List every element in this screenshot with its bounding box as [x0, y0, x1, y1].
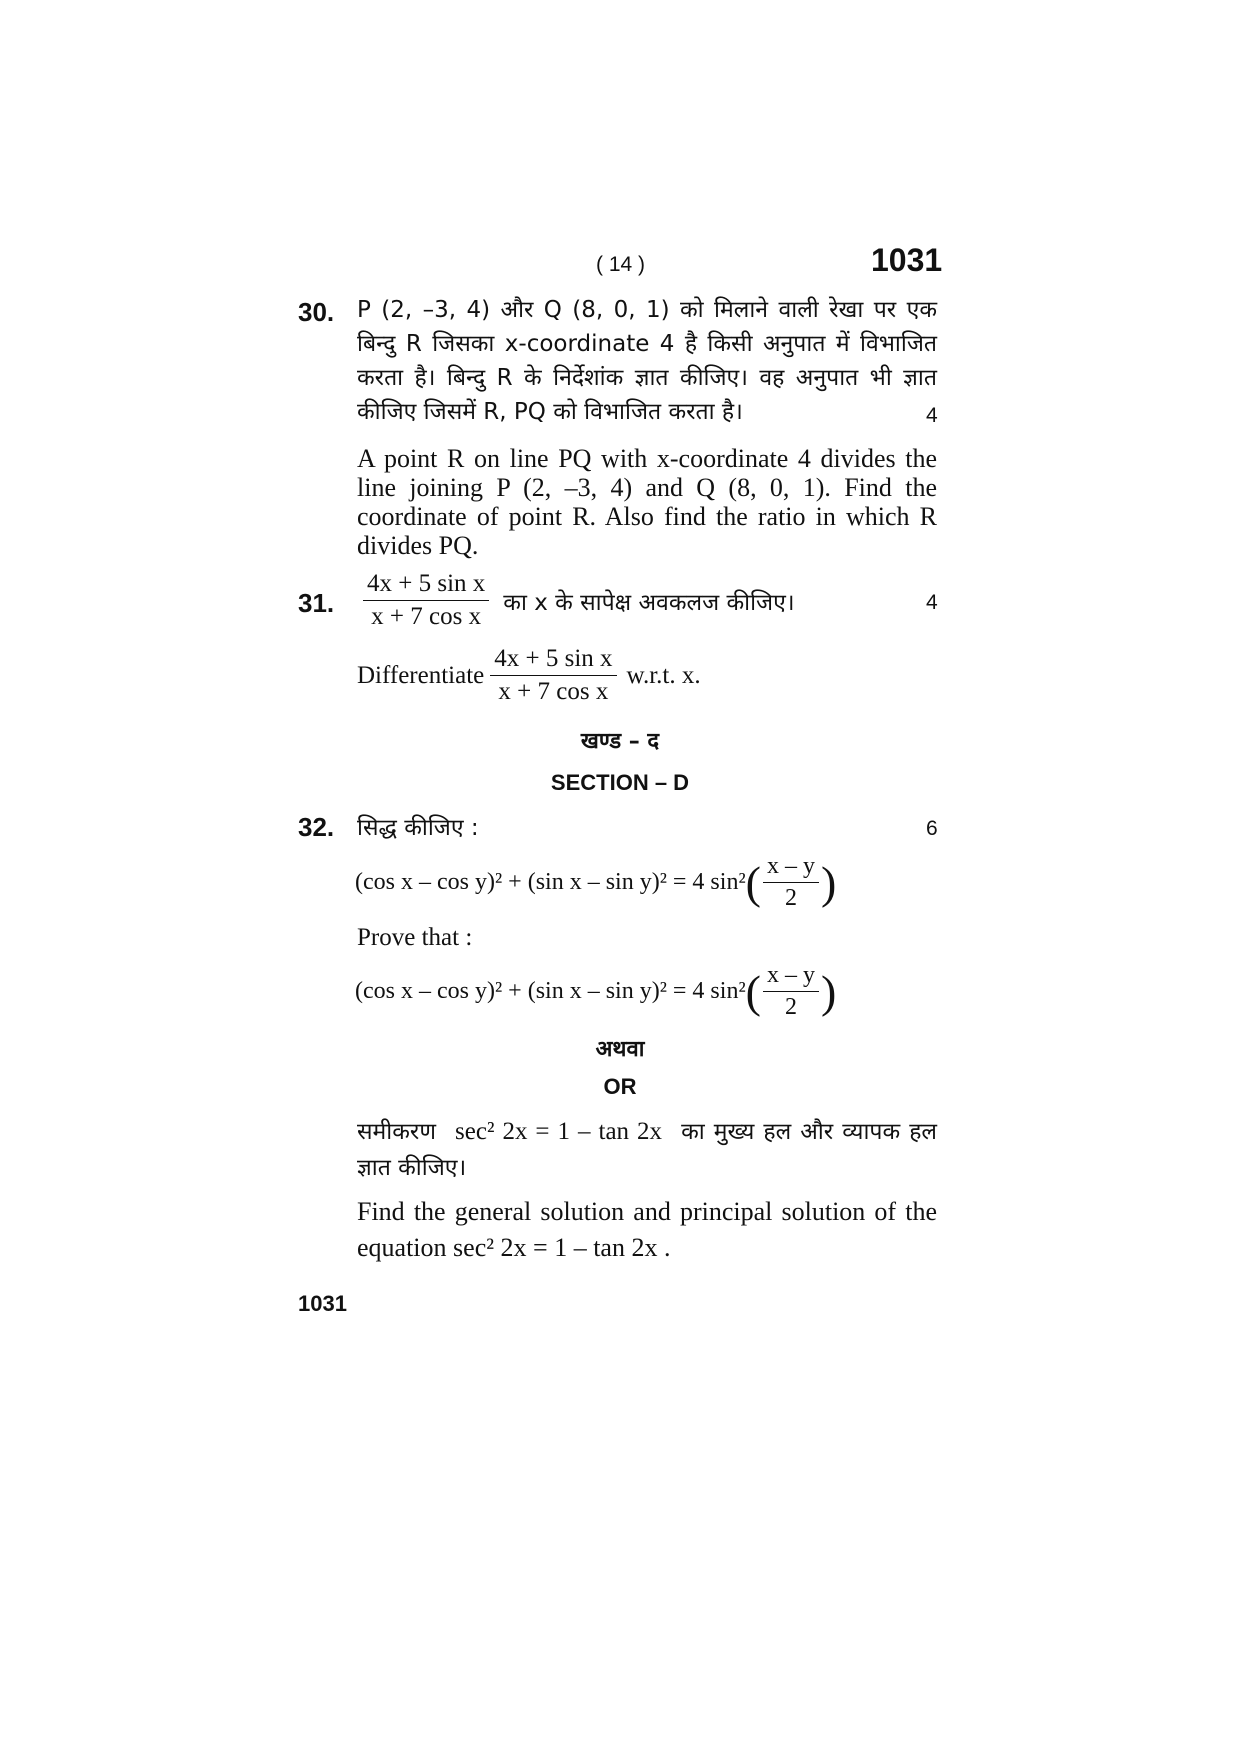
alt-hindi-part-1: समीकरण [357, 1119, 436, 1145]
question-31-hindi-text: का x के सापेक्ष अवकलज कीजिए। [503, 589, 795, 616]
question-number-32: 32. [298, 812, 335, 842]
page-number: ( 14 ) [596, 253, 646, 276]
question-number-30: 30. [298, 297, 335, 327]
fraction-numerator: 4x + 5 sin x [490, 645, 616, 676]
right-paren-icon: ) [820, 965, 837, 1017]
equation-fraction [763, 853, 819, 912]
alt-english-text: Find the general solution and principal solution of the equation [357, 1197, 937, 1262]
identity-equation-english [355, 962, 836, 1021]
equation-lhs: (cos x – cos y)² + (sin x – sin y)² = 4 sin² [355, 978, 746, 1004]
left-paren-icon: ( [745, 856, 761, 908]
question-32-hindi-prompt: सिद्ध कीजिए : [357, 815, 479, 841]
fraction-numerator: x – y [763, 853, 819, 883]
alt-hindi-part-2: का मुख्य हल और व्यापक हल ज्ञात कीजिए। [357, 1119, 938, 1181]
fraction-numerator: x – y [763, 962, 819, 992]
wrt-label: w.r.t. x. [626, 661, 701, 689]
fraction-denominator: x + 7 cos x [371, 603, 482, 630]
question-31-fraction [363, 570, 489, 631]
alternate-question-english [357, 1194, 937, 1266]
fraction-denominator: 2 [784, 885, 797, 911]
section-heading-english: SECTION – D [550, 770, 690, 795]
equation-lhs: (cos x – cos y)² + (sin x – sin y)² = 4 sin² [355, 869, 746, 895]
question-31-english [357, 645, 701, 706]
question-31-marks: 4 [926, 591, 938, 614]
fraction-denominator: x + 7 cos x [498, 678, 609, 705]
differentiate-label: Differentiate [357, 661, 485, 689]
question-30-marks: 4 [926, 404, 938, 427]
fraction-numerator: 4x + 5 sin x [363, 570, 489, 601]
question-31-fraction-en [490, 645, 616, 706]
fraction-denominator: 2 [784, 994, 797, 1020]
left-paren-icon: ( [745, 965, 761, 1017]
question-32-marks: 6 [926, 817, 938, 840]
right-paren-icon: ) [820, 856, 837, 908]
or-hindi: अथवा [595, 1037, 645, 1062]
alt-equation: sec² 2x = 1 – tan 2x [455, 1118, 663, 1145]
alt-english-equation: sec² 2x = 1 – tan 2x . [453, 1233, 671, 1262]
question-30-hindi: P (2, –3, 4) और Q (8, 0, 1) को मिलाने वाली रेखा पर एक बिन्दु R जिसका x-coordinate 4 है किसी अनुपात में विभाजित करता है। बिन्दु R के निर्देशांक ज्ञात कीजिए। वह अनुपात भी ज्ञात कीजिए जिसमें R, PQ को विभाजित करता है। [357, 297, 937, 425]
alternate-question-hindi [357, 1114, 937, 1186]
question-30-english: A point R on line PQ with x-coordinate 4 divides the line joining P (2, –3, 4) and Q (8, 0, 1). Find the coordinate of point R. Also find the ratio in which R divides PQ. [357, 444, 937, 560]
or-english: OR [603, 1074, 637, 1099]
identity-equation-hindi [355, 853, 836, 912]
question-31-hindi [357, 570, 795, 631]
footer-paper-code: 1031 [298, 1291, 347, 1316]
section-heading-hindi: खण्ड – द [580, 729, 660, 754]
paper-code-header: 1031 [871, 242, 943, 278]
prove-that-label: Prove that : [357, 924, 473, 951]
question-number-31: 31. [298, 588, 335, 618]
equation-fraction [763, 962, 819, 1021]
